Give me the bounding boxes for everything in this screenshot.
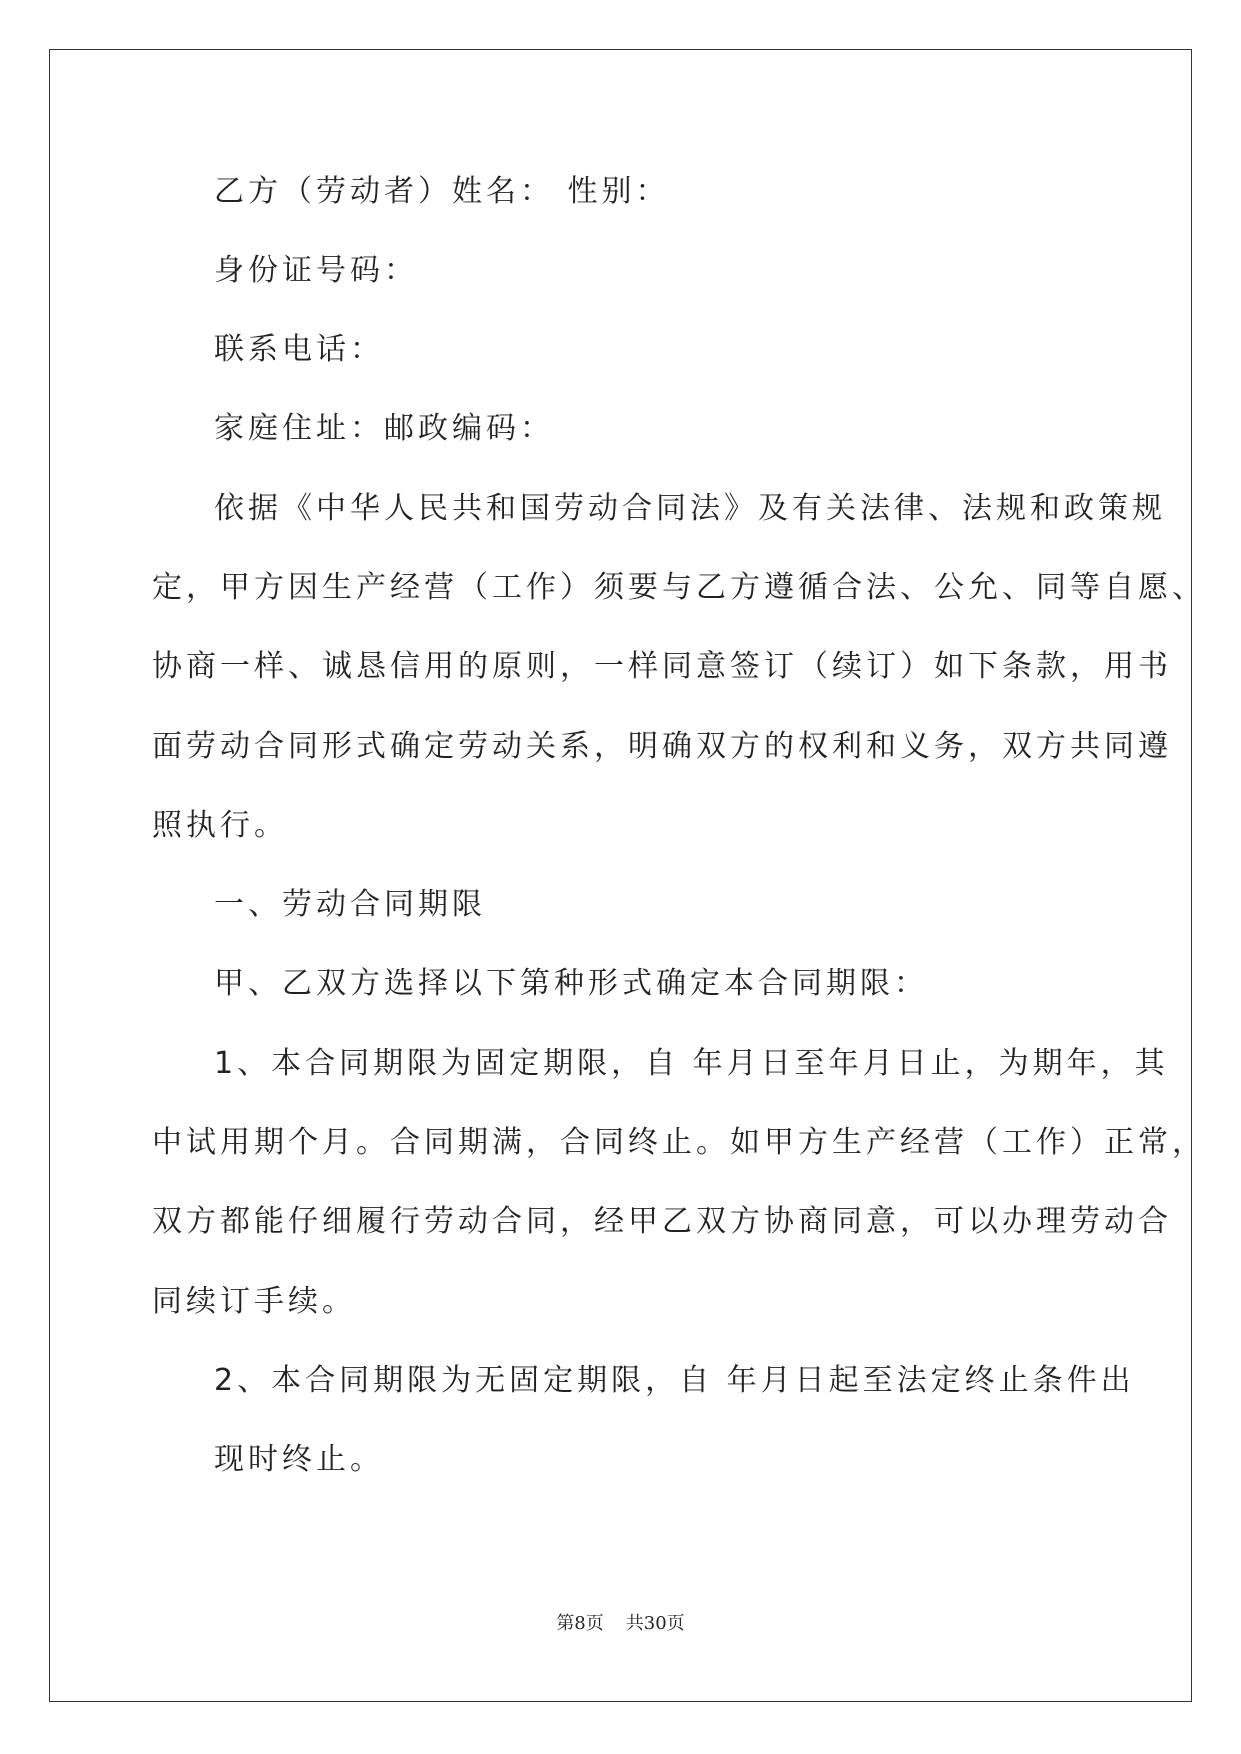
preamble-line-1: 依据《中华人民共和国劳动合同法》及有关法律、法规和政策规 — [214, 491, 1166, 526]
party-b-name-gender-line: 乙方（劳动者）姓名： 性别： — [214, 174, 670, 209]
clause-1-line-3: 双方都能仔细履行劳动合同，经甲乙双方协商同意，可以办理劳动合 — [152, 1204, 1172, 1239]
id-number-line: 身份证号码： — [214, 253, 418, 288]
home-address-postcode-line: 家庭住址：邮政编码： — [214, 411, 554, 446]
preamble-line-5: 照执行。 — [152, 808, 288, 843]
clause-2-line-2: 现时终止。 — [214, 1442, 384, 1477]
clause-1-line-2: 中试用期个月。合同期满，合同终止。如甲方生产经营（工作）正常， — [152, 1125, 1206, 1160]
page-number-total: 共30页 — [625, 1613, 685, 1634]
page-number-current: 第8页 — [556, 1613, 604, 1634]
preamble-line-4: 面劳动合同形式确定劳动关系，明确双方的权利和义务，双方共同遵 — [152, 729, 1172, 764]
clause-1-line-4: 同续订手续。 — [152, 1284, 356, 1319]
section-heading-contract-term: 一、劳动合同期限 — [214, 887, 486, 922]
contact-phone-line: 联系电话： — [214, 332, 384, 367]
term-selection-line: 甲、乙双方选择以下第种形式确定本合同期限： — [214, 966, 928, 1001]
clause-2-line-1: 2、本合同期限为无固定期限，自 年月日起至法定终止条件出 — [214, 1363, 1135, 1398]
page-footer — [0, 1612, 1241, 1636]
clause-1-line-1: 1、本合同期限为固定期限，自 年月日至年月日止，为期年，其 — [214, 1046, 1169, 1081]
preamble-line-3: 协商一样、诚恳信用的原则，一样同意签订（续订）如下条款，用书 — [152, 649, 1172, 684]
preamble-line-2: 定，甲方因生产经营（工作）须要与乙方遵循合法、公允、同等自愿、 — [152, 570, 1206, 605]
